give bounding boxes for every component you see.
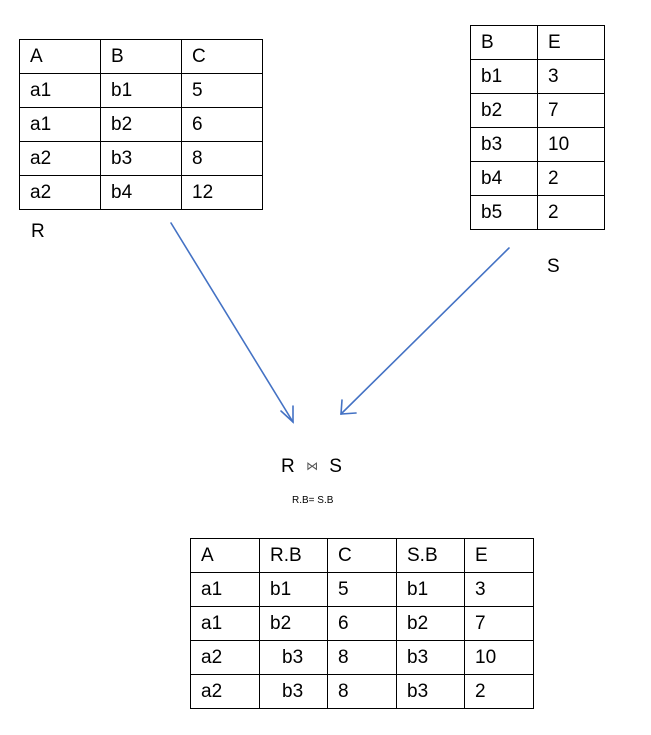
relation-r-table: [19, 39, 263, 210]
table-row: [20, 176, 263, 210]
table-header-cell: C: [328, 539, 397, 573]
table-header-row: [191, 539, 534, 573]
table-cell: b2: [101, 108, 182, 142]
table-row: [471, 128, 605, 162]
table-header-cell: S.B: [397, 539, 465, 573]
table-row: [471, 60, 605, 94]
table-cell: 12: [182, 176, 263, 210]
arrow-from-r: [171, 223, 293, 422]
table-cell: 2: [465, 675, 534, 709]
table-header-cell: A: [20, 40, 101, 74]
table-cell: 8: [328, 675, 397, 709]
table-row: [191, 675, 534, 709]
table-cell: a1: [20, 74, 101, 108]
table-header-cell: B: [471, 26, 538, 60]
table-cell: 8: [182, 142, 263, 176]
table-cell: b1: [397, 573, 465, 607]
arrow-from-s: [341, 248, 509, 414]
table-header-cell: A: [191, 539, 260, 573]
table-row: [191, 641, 534, 675]
table-cell: b3: [260, 675, 328, 709]
table-cell: 7: [465, 607, 534, 641]
table-row: [191, 607, 534, 641]
relation-s-table: [470, 25, 605, 230]
table-cell: a2: [20, 142, 101, 176]
table-cell: b3: [471, 128, 538, 162]
table-cell: a2: [191, 675, 260, 709]
table-row: [20, 108, 263, 142]
table-header-cell: R.B: [260, 539, 328, 573]
table-cell: 3: [538, 60, 605, 94]
table-cell: a1: [20, 108, 101, 142]
table-header-row: [471, 26, 605, 60]
table-cell: 5: [328, 573, 397, 607]
table-cell: b2: [397, 607, 465, 641]
table-cell: 2: [538, 196, 605, 230]
table-row: [471, 162, 605, 196]
table-row: [20, 74, 263, 108]
table-cell: b3: [260, 641, 328, 675]
table-row: [20, 142, 263, 176]
table-header-cell: E: [538, 26, 605, 60]
table-cell: b1: [101, 74, 182, 108]
table-cell: 6: [328, 607, 397, 641]
table-cell: b1: [260, 573, 328, 607]
join-left-operand: R: [281, 456, 295, 477]
table-row: [191, 573, 534, 607]
join-right-operand: S: [329, 456, 342, 477]
table-cell: b2: [260, 607, 328, 641]
bowtie-join-icon: ⋈: [306, 459, 319, 473]
relation-s-label: S: [547, 256, 560, 277]
table-cell: a1: [191, 573, 260, 607]
table-cell: b2: [471, 94, 538, 128]
table-cell: 10: [538, 128, 605, 162]
table-cell: b3: [101, 142, 182, 176]
table-row: [471, 94, 605, 128]
table-cell: b3: [397, 641, 465, 675]
table-header-row: [20, 40, 263, 74]
table-row: [471, 196, 605, 230]
table-cell: b1: [471, 60, 538, 94]
table-cell: b4: [471, 162, 538, 196]
table-cell: 8: [328, 641, 397, 675]
join-expression: [281, 456, 342, 478]
table-cell: a1: [191, 607, 260, 641]
table-cell: 5: [182, 74, 263, 108]
join-condition: R.B= S.B: [292, 495, 334, 506]
table-cell: a2: [191, 641, 260, 675]
table-header-cell: C: [182, 40, 263, 74]
table-cell: 2: [538, 162, 605, 196]
table-cell: 3: [465, 573, 534, 607]
join-result-table: [190, 538, 534, 709]
table-cell: 10: [465, 641, 534, 675]
table-cell: b3: [397, 675, 465, 709]
table-cell: b4: [101, 176, 182, 210]
table-header-cell: B: [101, 40, 182, 74]
relation-r-label: R: [31, 221, 45, 242]
table-cell: b5: [471, 196, 538, 230]
table-header-cell: E: [465, 539, 534, 573]
table-cell: 7: [538, 94, 605, 128]
table-cell: a2: [20, 176, 101, 210]
table-cell: 6: [182, 108, 263, 142]
